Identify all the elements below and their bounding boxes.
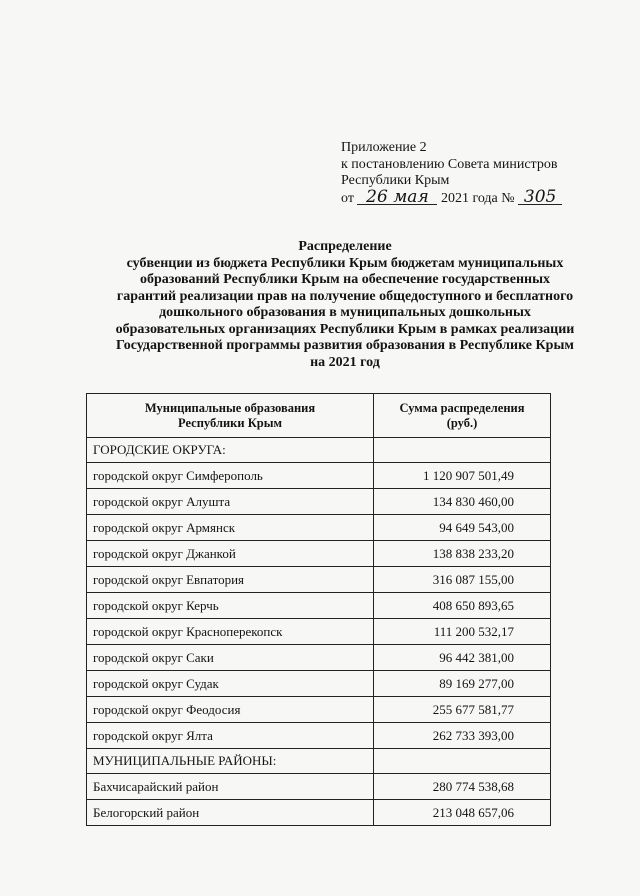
header-amount xyxy=(374,394,551,438)
appendix-line: Республики Крым xyxy=(341,173,450,188)
empty-cell xyxy=(374,438,551,463)
municipality-name: городской округ Красноперекопск xyxy=(87,619,374,645)
amount-value: 94 649 543,00 xyxy=(374,515,551,541)
title-line: образований Республики Крым на обеспечение государственных xyxy=(139,272,551,287)
amount-value: 408 650 893,65 xyxy=(374,593,551,619)
title-line: дошкольного образования в муниципальных дошкольных xyxy=(159,305,531,320)
amount-value: 89 169 277,00 xyxy=(374,671,551,697)
appendix-date-line xyxy=(341,186,562,208)
header-text: Муниципальные образования xyxy=(144,400,316,415)
table-row xyxy=(87,515,551,541)
table-row xyxy=(87,723,551,749)
amount-value: 280 774 538,68 xyxy=(374,774,551,800)
appendix-line: Приложение 2 xyxy=(341,140,427,155)
amount-value: 111 200 532,17 xyxy=(374,619,551,645)
year-text: 2021 года № xyxy=(440,190,515,206)
header-municipality xyxy=(87,394,374,438)
municipality-name: городской округ Саки xyxy=(87,645,374,671)
title-line: на 2021 год xyxy=(310,354,380,370)
municipality-name: городской округ Симферополь xyxy=(87,463,374,489)
municipality-name: городской округ Джанкой xyxy=(87,541,374,567)
municipality-name: Белогорский район xyxy=(87,800,374,826)
municipality-name: городской округ Керчь xyxy=(87,593,374,619)
header-text: Сумма распределения xyxy=(399,400,525,415)
appendix-line: к постановлению Совета министров xyxy=(341,156,558,172)
table-row xyxy=(87,697,551,723)
amount-value: 255 677 581,77 xyxy=(374,697,551,723)
title-line: гарантий реализации прав на получение общедоступного и бесплатного xyxy=(116,288,574,304)
header-text: Республики Крым xyxy=(178,415,282,430)
appendix-header xyxy=(341,140,562,207)
amount-value: 138 838 233,20 xyxy=(374,541,551,567)
table-row xyxy=(87,489,551,515)
table-row xyxy=(87,671,551,697)
handwritten-date: 26 мая xyxy=(357,190,437,205)
amount-value: 96 442 381,00 xyxy=(374,645,551,671)
title-line: субвенции из бюджета Республики Крым бюджетам муниципальных xyxy=(126,255,564,271)
amount-value: 316 087 155,00 xyxy=(374,567,551,593)
section-label: ГОРОДСКИЕ ОКРУГА: xyxy=(87,438,374,463)
distribution-table xyxy=(86,393,551,826)
header-text: (руб.) xyxy=(446,415,478,430)
table-row xyxy=(87,567,551,593)
municipality-name: Бахчисарайский район xyxy=(87,774,374,800)
handwritten-number: 305 xyxy=(518,190,562,205)
municipality-name: городской округ Ялта xyxy=(87,723,374,749)
table-row xyxy=(87,774,551,800)
document-title xyxy=(85,239,605,371)
table-row xyxy=(87,541,551,567)
municipality-name: городской округ Евпатория xyxy=(87,567,374,593)
table-section-row xyxy=(87,749,551,774)
table-row xyxy=(87,463,551,489)
amount-value: 213 048 657,06 xyxy=(374,800,551,826)
title-line: образовательных организациях Республики Крым в рамках реализации xyxy=(115,321,575,337)
municipality-name: городской округ Феодосия xyxy=(87,697,374,723)
section-label: МУНИЦИПАЛЬНЫЕ РАЙОНЫ: xyxy=(87,749,374,774)
table-section-row xyxy=(87,438,551,463)
empty-cell xyxy=(374,749,551,774)
municipality-name: городской округ Судак xyxy=(87,671,374,697)
amount-value: 1 120 907 501,49 xyxy=(374,463,551,489)
municipality-name: городской округ Алушта xyxy=(87,489,374,515)
title-line: Государственной программы развития образования в Республике Крым xyxy=(116,338,574,353)
table-header-row xyxy=(87,394,551,438)
amount-value: 262 733 393,00 xyxy=(374,723,551,749)
table-row xyxy=(87,593,551,619)
table-row xyxy=(87,619,551,645)
table-row xyxy=(87,645,551,671)
title-line: Распределение xyxy=(298,239,392,254)
table-row xyxy=(87,800,551,826)
from-label: от xyxy=(341,190,354,206)
amount-value: 134 830 460,00 xyxy=(374,489,551,515)
municipality-name: городской округ Армянск xyxy=(87,515,374,541)
